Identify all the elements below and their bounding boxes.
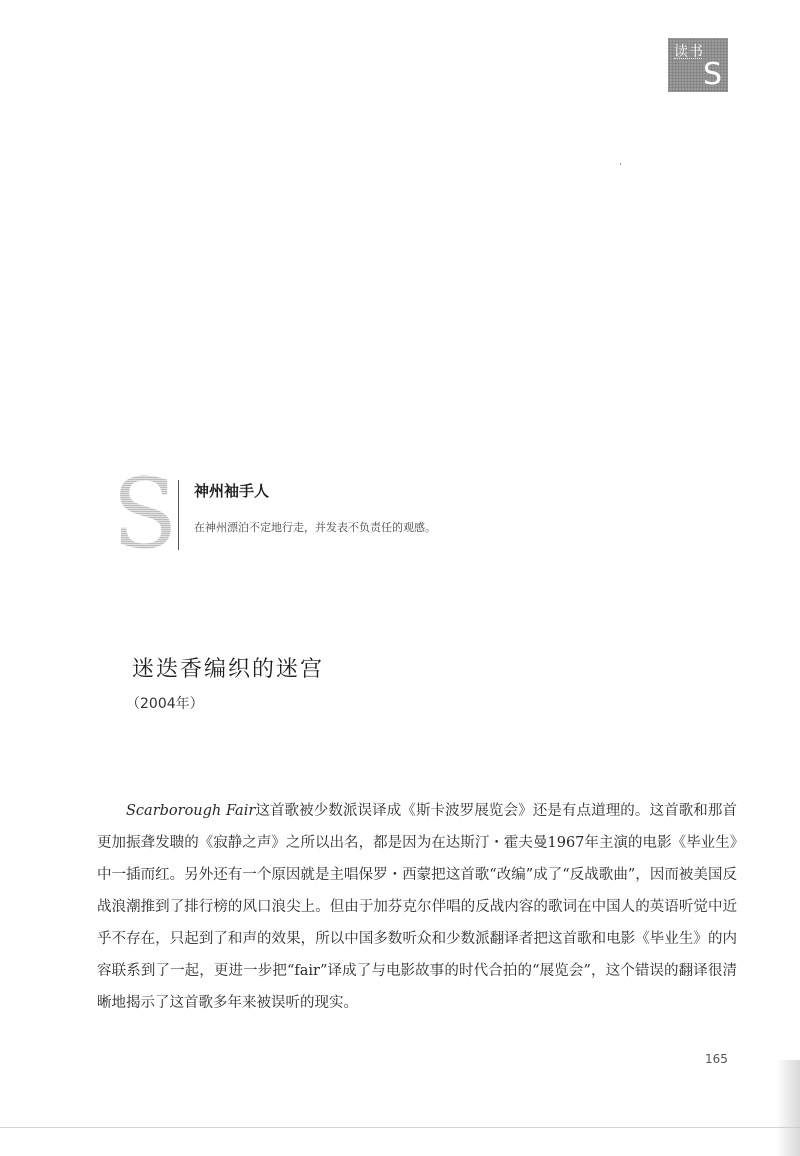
section-corner-tab bbox=[668, 38, 728, 92]
author-bio: 在神州漂泊不定地行走，并发表不负责任的观感。 bbox=[194, 521, 436, 534]
scan-edge-shadow bbox=[776, 1060, 800, 1156]
corner-tab-letter: S bbox=[702, 57, 722, 92]
paragraph-text: 这首歌被少数派误译成《斯卡波罗展览会》还是有点道理的。这首歌和那首更加振聋发聩的《寂静之声》之所以出名，都是因为在达斯汀・霍夫曼1967年主演的电影《毕业生》中一插而红。另外还有一个原因就是主唱保罗・西蒙把这首歌“改编”成了“反战歌曲”，因而被美国反战浪潮推到了排行榜的风口浪尖上。但由于加芬克尔伴唱的反战内容的歌词在中国人的英语听觉中近乎不存在，只起到了和声的效果，所以中国多数听众和少数派翻译者把这首歌和电影《毕业生》的内容联系到了一起，更进一步把“fair”译成了与电影故事的时代合拍的“展览会”，这个错误的翻译很清晰地揭示了这首歌多年来被误听的现实。 bbox=[97, 802, 737, 1011]
song-title-italic: Scarborough Fair bbox=[126, 802, 256, 819]
scan-edge-line bbox=[0, 1127, 800, 1128]
page-number: 165 bbox=[705, 1052, 728, 1066]
article-year: （2004年） bbox=[126, 696, 204, 712]
column-initial-letter: S bbox=[112, 458, 178, 570]
corner-tab-decoration bbox=[674, 58, 702, 62]
scan-speck bbox=[620, 163, 621, 165]
article-paragraph bbox=[97, 795, 737, 1019]
author-name: 神州袖手人 bbox=[194, 482, 270, 500]
column-divider bbox=[178, 480, 179, 550]
article-title: 迷迭香编织的迷宫 bbox=[132, 657, 325, 682]
corner-tab-label: 读书 bbox=[674, 44, 704, 60]
